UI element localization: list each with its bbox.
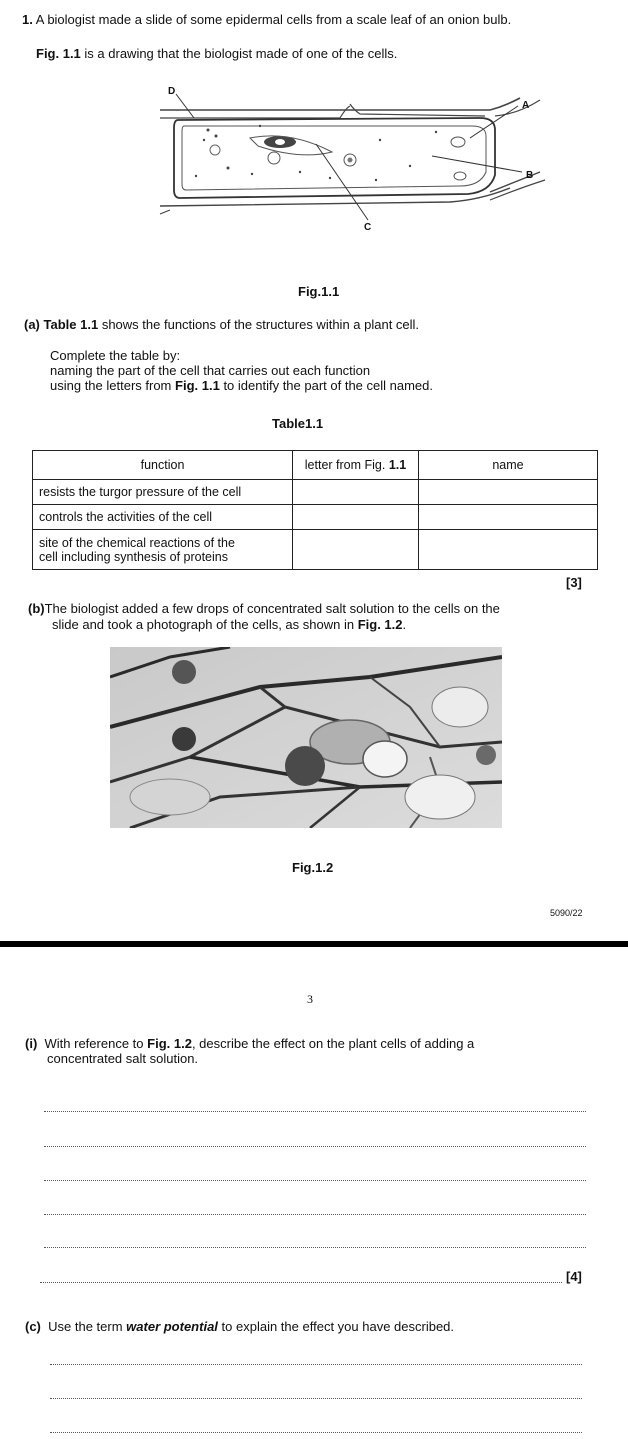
marks-a: [3]	[566, 575, 582, 590]
question-intro-text: A biologist made a slide of some epidermal cells from a scale leaf of an onion bulb.	[35, 12, 512, 27]
letter-answer-cell[interactable]	[293, 530, 419, 570]
name-answer-cell[interactable]	[419, 505, 598, 530]
header-function: function	[33, 451, 293, 480]
part-b-line-2	[28, 617, 500, 633]
name-answer-cell[interactable]	[419, 480, 598, 505]
answer-line[interactable]	[44, 1180, 586, 1181]
answer-line[interactable]	[44, 1146, 586, 1147]
figure-1-caption: Fig.1.1	[298, 284, 340, 299]
letter-answer-cell[interactable]	[293, 505, 419, 530]
part-b-line-2-pre: slide and took a photograph of the cells, as shown in	[52, 617, 355, 632]
function-text: site of the chemical reactions of the	[39, 535, 235, 550]
part-bi-fig-ref: Fig. 1.2	[147, 1036, 192, 1051]
part-c-term: water potential	[126, 1319, 218, 1334]
header-letter	[293, 451, 419, 480]
answer-line[interactable]	[40, 1282, 562, 1283]
part-bi-post: , describe the effect on the plant cells of adding a	[191, 1036, 475, 1051]
figure-intro-text: is a drawing that the biologist made of one of the cells.	[84, 46, 398, 61]
fig-label-a: A	[522, 100, 530, 111]
part-a-body: shows the functions of the structures within a plant cell.	[101, 317, 420, 332]
table-ref: Table 1.1	[43, 317, 99, 332]
part-a-instructions	[50, 348, 433, 393]
instruction-3-post: to identify the part of the cell named.	[223, 378, 434, 393]
page-number: 3	[307, 992, 313, 1006]
part-b-line-1	[28, 601, 500, 617]
function-table	[32, 450, 598, 570]
part-bi-label: (i)	[25, 1036, 38, 1051]
table-row	[33, 505, 598, 530]
header-letter-pre: letter from Fig.	[304, 458, 386, 472]
name-answer-cell[interactable]	[419, 530, 598, 570]
instruction-3-pre: using the letters from	[50, 378, 172, 393]
part-b-label: (b)	[28, 601, 45, 616]
part-bi-pre: With reference to	[44, 1036, 144, 1051]
cell-drawing	[150, 80, 550, 240]
answer-line[interactable]	[44, 1111, 586, 1112]
part-b-fig-ref: Fig. 1.2	[357, 617, 403, 632]
cell-photograph	[110, 647, 502, 828]
function-text: resists the turgor pressure of the cell	[39, 485, 242, 499]
page-divider	[0, 941, 628, 947]
fig-label-b: B	[526, 170, 534, 181]
answer-line[interactable]	[50, 1398, 582, 1399]
answer-line[interactable]	[50, 1364, 582, 1365]
function-text: controls the activities of the cell	[39, 510, 212, 524]
part-bi-text	[25, 1036, 474, 1066]
marks-bi: [4]	[566, 1269, 582, 1284]
part-c-post: to explain the effect you have described.	[221, 1319, 455, 1334]
fig-label-c: C	[364, 222, 372, 233]
part-c-text	[25, 1319, 454, 1334]
function-cell	[33, 530, 293, 570]
function-text-2: cell including synthesis of proteins	[39, 549, 228, 564]
fig-label-d: D	[168, 86, 176, 97]
table-title: Table1.1	[272, 416, 324, 431]
footer-code: 5090/22	[550, 908, 583, 918]
part-bi-line-1	[25, 1036, 474, 1051]
function-cell	[33, 505, 293, 530]
part-b-line-1-text: The biologist added a few drops of concentrated salt solution to the cells on the	[44, 601, 500, 616]
table-row	[33, 480, 598, 505]
answer-line[interactable]	[44, 1214, 586, 1215]
figure-intro	[36, 46, 397, 61]
instruction-2: naming the part of the cell that carries out each function	[50, 363, 371, 378]
part-a-text	[24, 317, 419, 332]
part-b-text	[28, 601, 500, 633]
instruction-3	[50, 378, 433, 393]
function-cell	[33, 480, 293, 505]
table-row	[33, 530, 598, 570]
letter-answer-cell[interactable]	[293, 480, 419, 505]
part-bi-line-2: concentrated salt solution.	[47, 1051, 199, 1066]
question-number: 1.	[22, 12, 33, 27]
header-letter-bold: 1.1	[388, 458, 407, 472]
part-c-label: (c)	[25, 1319, 41, 1334]
header-name: name	[419, 451, 598, 480]
answer-line[interactable]	[50, 1432, 582, 1433]
figure-2-caption: Fig.1.2	[292, 860, 334, 875]
instruction-1: Complete the table by:	[50, 348, 181, 363]
instruction-3-bold: Fig. 1.1	[175, 378, 220, 393]
table-header-row	[33, 451, 598, 480]
figure-ref: Fig. 1.1	[36, 46, 81, 61]
part-c-pre: Use the term	[48, 1319, 123, 1334]
part-b-line-2-post: .	[402, 617, 407, 632]
part-a-label: (a)	[24, 317, 40, 332]
question-intro	[22, 12, 511, 27]
answer-line[interactable]	[44, 1247, 586, 1248]
